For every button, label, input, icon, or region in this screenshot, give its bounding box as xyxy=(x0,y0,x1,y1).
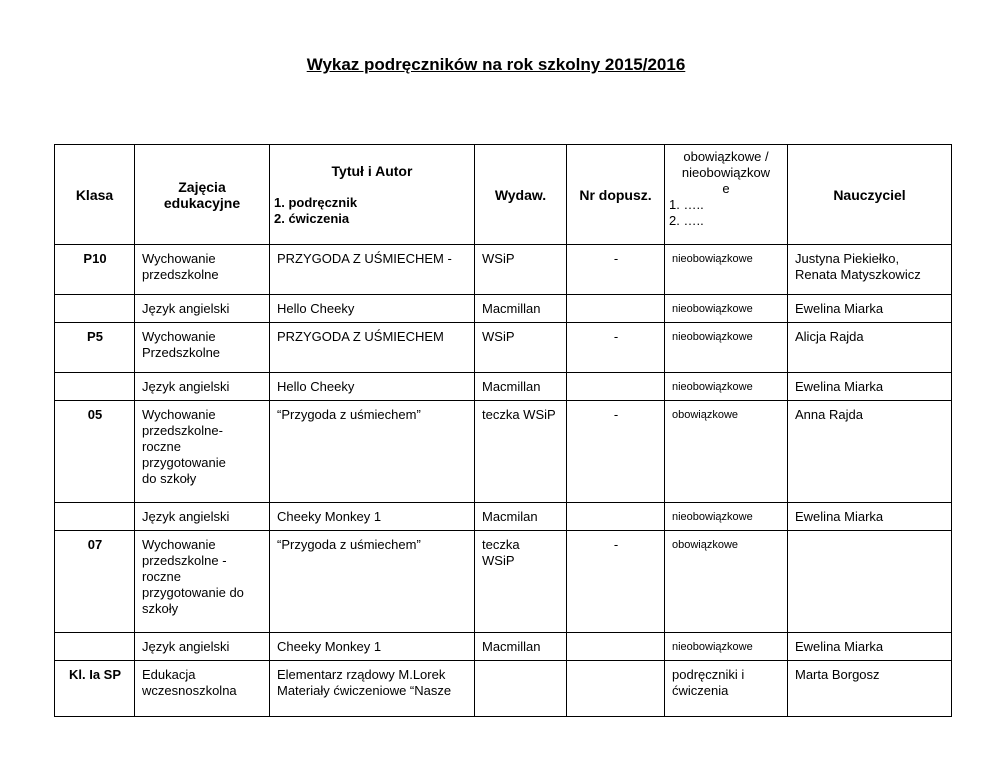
header-nauczyciel: Nauczyciel xyxy=(788,145,952,245)
cell-nr: - xyxy=(567,245,665,295)
cell-zajecia: Wychowanie przedszkolne - roczne przygotowanie do szkoły xyxy=(135,531,270,633)
cell-oblig: nieobowiązkowe xyxy=(665,503,788,531)
cell-nauczyciel: Anna Rajda xyxy=(788,401,952,503)
cell-tytul: PRZYGODA Z UŚMIECHEM xyxy=(270,323,475,373)
cell-tytul: “Przygoda z uśmiechem” xyxy=(270,401,475,503)
cell-wydaw: Macmillan xyxy=(475,373,567,401)
cell-tytul: Hello Cheeky xyxy=(270,373,475,401)
cell-tytul: “Przygoda z uśmiechem” xyxy=(270,531,475,633)
cell-oblig: obowiązkowe xyxy=(665,531,788,633)
table-row xyxy=(55,503,952,531)
table-row xyxy=(55,401,952,503)
cell-zajecia: Edukacja wczesnoszkolna xyxy=(135,661,270,717)
cell-tytul: Hello Cheeky xyxy=(270,295,475,323)
cell-oblig: nieobowiązkowe xyxy=(665,295,788,323)
cell-wydaw: WSiP xyxy=(475,323,567,373)
cell-tytul: PRZYGODA Z UŚMIECHEM - xyxy=(270,245,475,295)
cell-tytul: Cheeky Monkey 1 xyxy=(270,633,475,661)
cell-nr: - xyxy=(567,323,665,373)
cell-nr xyxy=(567,503,665,531)
cell-nauczyciel: Alicja Rajda xyxy=(788,323,952,373)
header-zajecia: Zajęcia edukacyjne xyxy=(135,145,270,245)
cell-nauczyciel: Ewelina Miarka xyxy=(788,633,952,661)
cell-wydaw: teczka WSiP xyxy=(475,401,567,503)
cell-klasa: Kl. Ia SP xyxy=(55,661,135,717)
cell-oblig: podręczniki i ćwiczenia xyxy=(665,661,788,717)
cell-tytul: Cheeky Monkey 1 xyxy=(270,503,475,531)
cell-klasa xyxy=(55,373,135,401)
cell-klasa: 07 xyxy=(55,531,135,633)
cell-oblig: obowiązkowe xyxy=(665,401,788,503)
table-row xyxy=(55,323,952,373)
header-row xyxy=(55,145,952,245)
cell-nauczyciel: Ewelina Miarka xyxy=(788,373,952,401)
cell-zajecia: Język angielski xyxy=(135,295,270,323)
cell-klasa: P10 xyxy=(55,245,135,295)
cell-zajecia: Wychowanie przedszkolne xyxy=(135,245,270,295)
cell-klasa xyxy=(55,633,135,661)
table-row xyxy=(55,245,952,295)
cell-nauczyciel xyxy=(788,531,952,633)
cell-zajecia: Wychowanie Przedszkolne xyxy=(135,323,270,373)
cell-wydaw: Macmilan xyxy=(475,503,567,531)
cell-oblig: nieobowiązkowe xyxy=(665,323,788,373)
cell-wydaw: Macmillan xyxy=(475,295,567,323)
header-wydaw: Wydaw. xyxy=(475,145,567,245)
cell-wydaw: WSiP xyxy=(475,245,567,295)
table-row xyxy=(55,531,952,633)
document-title: Wykaz podręczników na rok szkolny 2015/2016 xyxy=(306,55,686,74)
cell-zajecia: Język angielski xyxy=(135,373,270,401)
cell-nauczyciel: Marta Borgosz xyxy=(788,661,952,717)
header-nr: Nr dopusz. xyxy=(567,145,665,245)
cell-klasa xyxy=(55,295,135,323)
cell-klasa xyxy=(55,503,135,531)
table-row xyxy=(55,661,952,717)
table-row xyxy=(55,633,952,661)
cell-nauczyciel: Ewelina Miarka xyxy=(788,503,952,531)
cell-nauczyciel: Justyna Piekiełko, Renata Matyszkowicz xyxy=(788,245,952,295)
header-tytul: Tytuł i Autor 1. podręcznik 2. ćwiczenia xyxy=(270,145,475,245)
cell-oblig: nieobowiązkowe xyxy=(665,373,788,401)
cell-wydaw: Macmillan xyxy=(475,633,567,661)
cell-nr xyxy=(567,295,665,323)
cell-klasa: 05 xyxy=(55,401,135,503)
header-klasa: Klasa xyxy=(55,145,135,245)
cell-oblig: nieobowiązkowe xyxy=(665,245,788,295)
cell-wydaw: teczka WSiP xyxy=(475,531,567,633)
cell-nauczyciel: Ewelina Miarka xyxy=(788,295,952,323)
cell-wydaw xyxy=(475,661,567,717)
cell-nr: - xyxy=(567,401,665,503)
cell-zajecia: Język angielski xyxy=(135,503,270,531)
cell-nr xyxy=(567,633,665,661)
cell-tytul: Elementarz rządowy M.Lorek Materiały ćwiczeniowe “Nasze xyxy=(270,661,475,717)
table-row xyxy=(55,373,952,401)
table-row xyxy=(55,295,952,323)
cell-zajecia: Wychowanie przedszkolne- roczne przygotowanie do szkoły xyxy=(135,401,270,503)
cell-nr xyxy=(567,661,665,717)
cell-zajecia: Język angielski xyxy=(135,633,270,661)
cell-nr xyxy=(567,373,665,401)
cell-klasa: P5 xyxy=(55,323,135,373)
header-oblig: obowiązkowe / nieobowiązkow e 1. ….. 2. ….. xyxy=(665,145,788,245)
cell-nr: - xyxy=(567,531,665,633)
textbook-table xyxy=(54,144,952,717)
cell-oblig: nieobowiązkowe xyxy=(665,633,788,661)
